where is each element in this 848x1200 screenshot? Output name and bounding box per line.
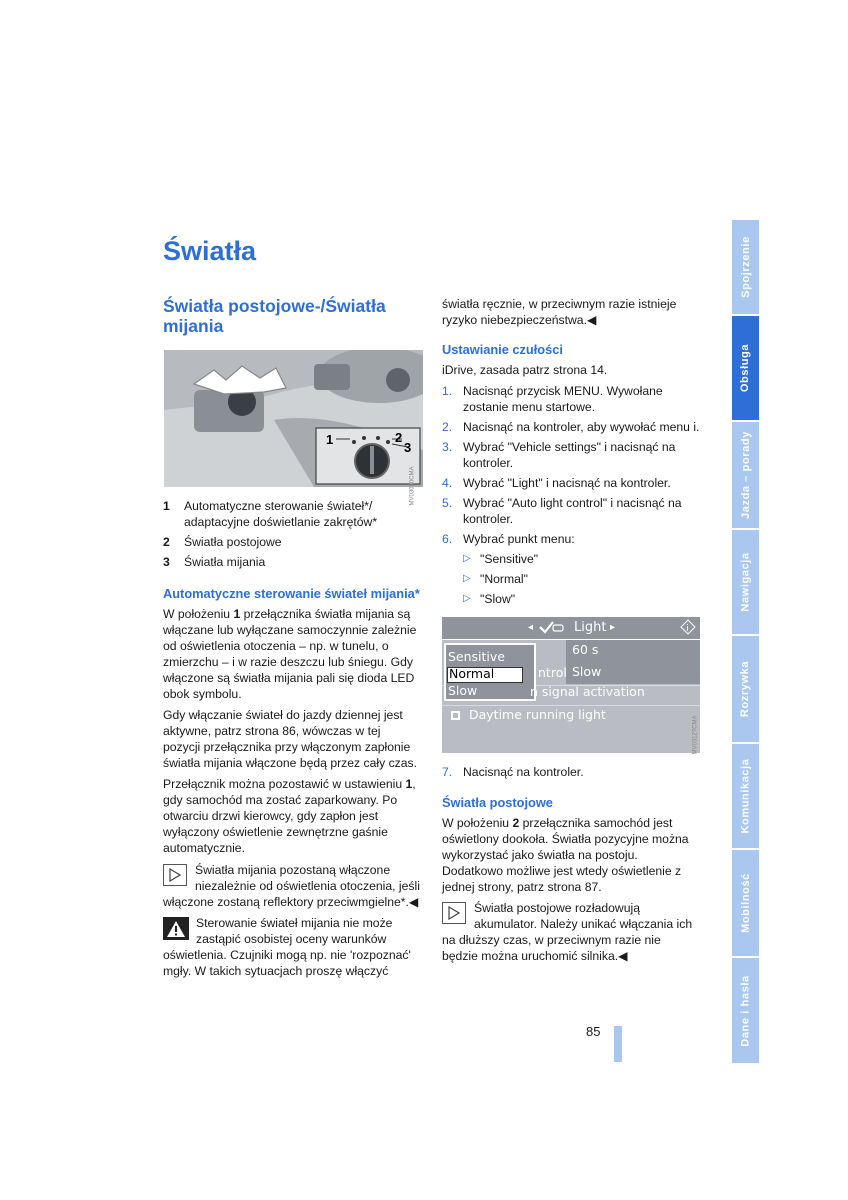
callout-2: 2 [395, 430, 403, 445]
note-battery: Światła postojowe rozładowują akumulator. Należy unikać włączania ich na dłuższy czas, w przeciwnym razie nie będzie można uruchomić silnika.◀ [442, 901, 693, 963]
tab-obsluga[interactable]: Obsługa [732, 314, 759, 420]
step-item: 2. Nacisnąć na kontroler, aby wywołać menu i. [442, 420, 700, 434]
light-switch-photo [164, 350, 423, 487]
warning-continued: światła ręcznie, w przeciwnym razie istnieje ryzyko niebezpieczeństwa.◀ [442, 297, 677, 327]
step-item: 7. Nacisnąć na kontroler. [442, 765, 584, 779]
svg-text:i: i [686, 624, 689, 634]
tab-mobilnosc[interactable]: Mobilność [732, 848, 759, 956]
note-triangle-icon [442, 902, 466, 924]
dashboard-illustration [164, 350, 423, 487]
option-item: ▷ "Sensitive" [463, 552, 539, 566]
legend-item: 2 Światła postojowe [163, 535, 282, 549]
speed-value: Slow [572, 664, 602, 679]
step-item: 1. Nacisnąć przycisk MENU. Wywołane zostanie menu startowe. [442, 384, 663, 414]
section-title: Światła postojowe-/Światła mijania [163, 296, 386, 336]
legend-item: 1 Automatyczne sterowanie świateł*/ adaptacyjne doświetlanie zakrętów* [163, 499, 378, 529]
sensitivity-popup [444, 643, 536, 701]
left-column [163, 498, 421, 984]
steps-list [442, 383, 700, 547]
legend-list [163, 498, 421, 570]
parking-heading: Światła postojowe [442, 795, 553, 810]
auto-paragraph-2: Gdy włączanie świateł do jazdy dziennej jest aktywne, patrz strona 86, wówczas w tej pozycji przełącznika przy włączonym zapłonie światła mijania włączone będą przez cały czas. [163, 708, 418, 770]
timer-value: 60 s [572, 642, 599, 657]
arrow-right-icon: ▸ [610, 622, 616, 633]
sensitivity-intro: iDrive, zasada patrz strona 14. [442, 363, 608, 377]
legend-item: 3 Światła mijania [163, 555, 266, 569]
tab-dane-i-hasla[interactable]: Dane i hasła [732, 956, 759, 1063]
tab-rozrywka[interactable]: Rozrywka [732, 634, 759, 742]
tab-jazda-porady[interactable]: Jazda – porady [732, 420, 759, 528]
tab-spojrzenie[interactable]: Spojrzenie [732, 218, 759, 314]
screen-image-code: MV03127CMA [692, 715, 699, 755]
row-control-fragment: ntrol [538, 665, 567, 680]
note-triangle-icon [163, 864, 187, 886]
auto-paragraph-1: W położeniu 1 przełącznika światła mijania są włączane lub wyłączane samoczynnie zależnie od oświetlenia otoczenia – np. w tunelu, o zmierzchu – i w razie deszczu lub śniegu. Gdy włączone są światła mijania pali się dioda LED obok symbolu. [163, 607, 417, 701]
auto-light-icon [538, 619, 564, 635]
arrow-left-icon: ◂ [528, 622, 534, 633]
option-item: ▷ "Normal" [463, 572, 528, 586]
step-item: 5. Wybrać "Auto light control" i nacisnąć na kontroler. [442, 496, 682, 526]
menu-item-slow[interactable]: Slow [448, 683, 478, 698]
auto-paragraph-3: Przełącznik można pozostawić w ustawieniu 1, gdy samochód ma zostać zaparkowany. Po otwarciu drzwi kierowcy, gdy zapłon jest wyłączony oświetlenie zewnętrzne gaśnie automatycznie. [163, 777, 416, 855]
daytime-checkbox[interactable] [451, 711, 460, 720]
page-title: Światła [163, 236, 257, 266]
note-foglights: Światła mijania pozostaną włączone niezależnie od oświetlenia otoczenia, jeśli włączone zostaną reflektory przeciwmgielne*.◀ [163, 863, 420, 909]
step7-list [442, 764, 700, 780]
page-marker-bar [614, 1026, 622, 1062]
info-icon [680, 619, 696, 635]
tab-komunikacja[interactable]: Komunikacja [732, 742, 759, 848]
auto-heading: Automatyczne sterowanie świateł mijania* [163, 586, 420, 601]
row-signal-activation[interactable]: n signal activation [530, 684, 645, 699]
option-item: ▷ "Slow" [463, 592, 516, 606]
screen-header [442, 617, 700, 639]
warning-icon [163, 917, 189, 940]
step-item: 6. Wybrać punkt menu: [442, 532, 575, 546]
idrive-screen [442, 617, 700, 753]
row-daytime-running-light[interactable]: Daytime running light [469, 707, 606, 722]
parking-paragraph: W położeniu 2 przełącznika samochód jest oświetlony dookoła. Światła pozycyjne można wykorzystać jako światła na postoju. Dodatkowo możliwe jest wtedy oświetlenie z jednej strony, patrz strona 87. [442, 816, 689, 894]
callout-3: 3 [404, 440, 412, 455]
options-list [463, 551, 700, 607]
step-item: 3. Wybrać "Vehicle settings" i nacisnąć na kontroler. [442, 440, 676, 470]
tab-nawigacja[interactable]: Nawigacja [732, 528, 759, 634]
step-item: 4. Wybrać "Light" i nacisnąć na kontroler. [442, 476, 671, 490]
sensitivity-heading: Ustawianie czułości [442, 342, 563, 357]
warning-sensors: Sterowanie świateł mijania nie może zastąpić osobistej oceny warunków oświetlenia. Czujniki mogą np. nie 'rozpoznać' mgły. W takich sytuacjach proszę włączyć [163, 916, 411, 978]
image-code: MV03090CMA [409, 466, 416, 506]
right-column [442, 296, 700, 611]
right-column-lower [442, 764, 700, 969]
page-number: 85 [586, 1024, 601, 1039]
chapter-sidebar [732, 218, 759, 1063]
menu-item-normal[interactable]: Normal [449, 666, 495, 681]
screen-header-title: Light [574, 620, 607, 635]
callout-1: 1 [326, 432, 334, 447]
menu-item-sensitive[interactable]: Sensitive [448, 649, 505, 664]
